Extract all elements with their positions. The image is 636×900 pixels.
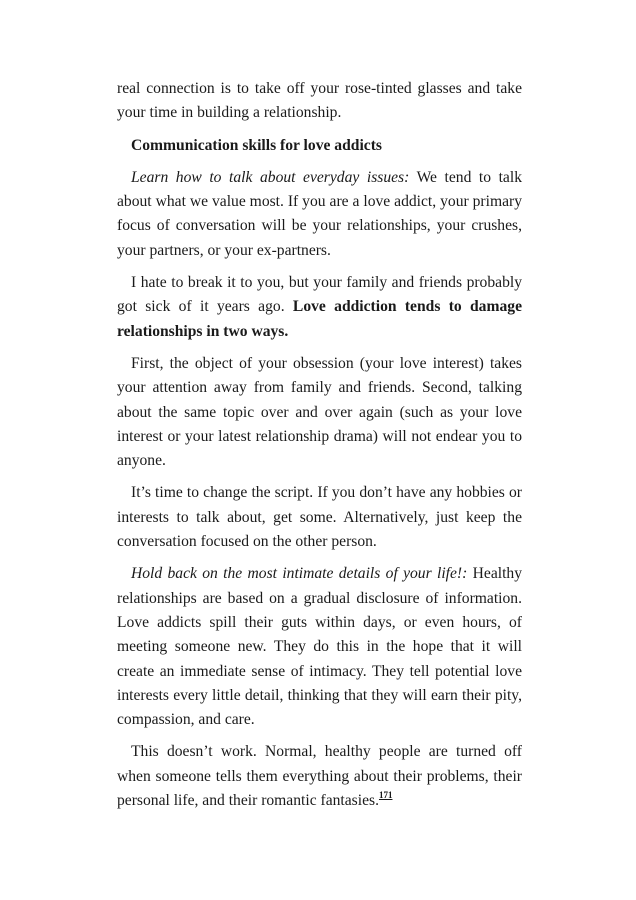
paragraph-change-script: It’s time to change the script. If you don’t have any hobbies or interests to talk about, get some. Alternatively, just keep the conversation focused on the other person. [117, 484, 522, 551]
paragraph-bold-text: Love addiction tends to damage relationships in two ways. [117, 298, 522, 340]
paragraph-two-ways: First, the object of your obsession (your love interest) takes your attention away from family and friends. Second, talking about the same topic over and over again (such as your love interest or your latest relationship drama) will not endear you to anyone. [117, 354, 522, 470]
page-body [117, 77, 522, 821]
section-heading: Communication skills for love addicts [131, 136, 382, 154]
paragraph-lead-italic: Hold back on the most intimate details of your life!: [131, 565, 468, 583]
paragraph-doesnt-work [117, 740, 522, 813]
paragraph-family-friends [117, 271, 522, 344]
paragraph-text: This doesn’t work. Normal, healthy people are turned off when someone tells them everything about their problems, their personal life, and their romantic fantasies. [117, 743, 522, 810]
paragraph-everyday-issues [117, 166, 522, 263]
paragraph-text: Healthy relationships are based on a gradual disclosure of information. Love addicts spill their guts within days, or even hours, of meeting someone new. They do this in the hope that it will create an immediate sense of intimacy. They tell potential love interests every little detail, thinking that they will earn their pity, compassion, and care. [117, 565, 522, 729]
paragraph-text: We tend to talk about what we value most. If you are a love addict, your primary focus of conversation will be your relationships, your crushes, your partners, or your ex-partners. [117, 168, 522, 259]
paragraph-intimate-details [117, 562, 522, 732]
paragraph-text: I hate to break it to you, but your family and friends probably got sick of it years ago. [117, 274, 522, 316]
footnote-link[interactable]: 171 [378, 790, 393, 801]
paragraph-continuation: real connection is to take off your rose-tinted glasses and take your time in building a relationship. [117, 80, 522, 122]
paragraph-lead-italic: Learn how to talk about everyday issues: [131, 168, 410, 186]
